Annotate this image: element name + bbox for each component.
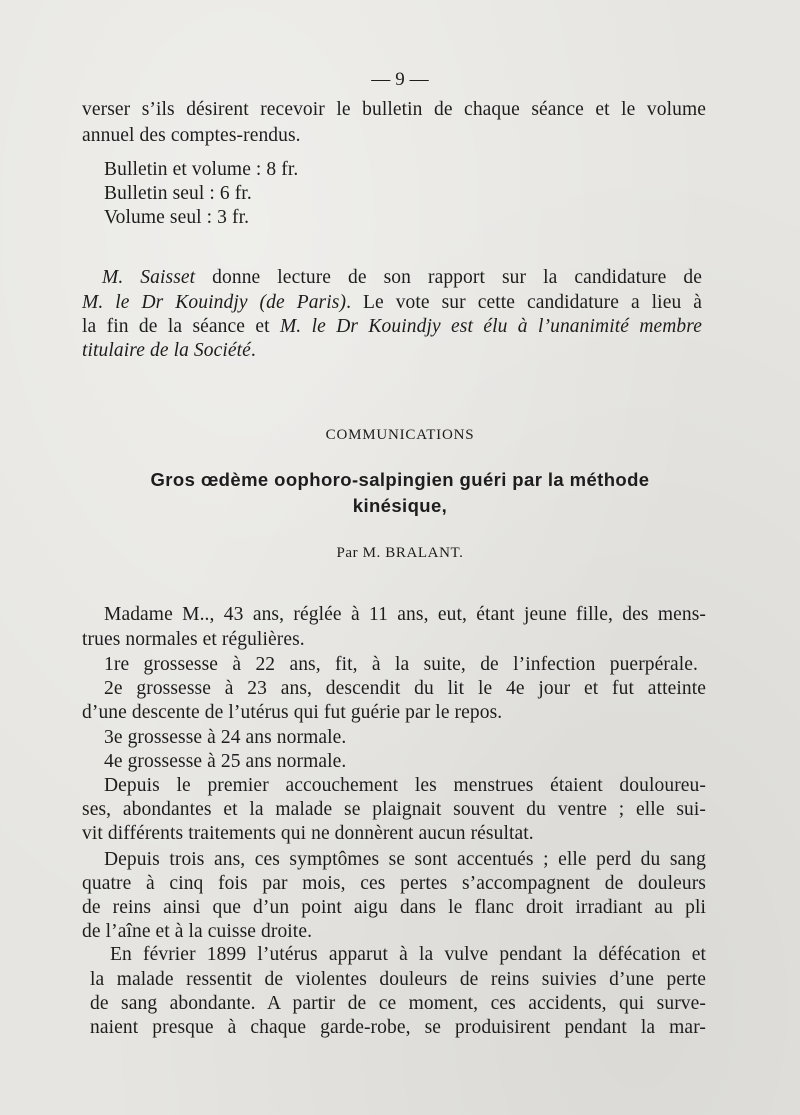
article-title-line-2: kinésique, bbox=[352, 495, 448, 516]
body-line-9: ses, abondantes et la malade se plaignait souvent du ventre ; elle sui- bbox=[82, 799, 706, 820]
body-line-1: Madame M.., 43 ans, réglée à 11 ans, eut, étant jeune fille, des mens- bbox=[104, 604, 706, 625]
candidature-line-2 bbox=[82, 291, 702, 315]
candidature-text-2: . Le vote sur cette candidature a lieu à bbox=[346, 292, 702, 313]
name-kouindjy: M. le Dr Kouindjy (de Paris) bbox=[82, 292, 347, 313]
body-line-7: 4e grossesse à 25 ans normale. bbox=[104, 751, 347, 772]
article-byline: Par M. BRALANT. bbox=[336, 545, 464, 561]
body-line-18: naient presque à chaque garde-robe, se produisirent pendant la mar- bbox=[90, 1017, 706, 1038]
body-line-6: 3e grossesse à 24 ans normale. bbox=[104, 727, 347, 748]
body-line-3: 1re grossesse à 22 ans, fit, à la suite, de l’infection puerpérale. bbox=[104, 654, 698, 675]
price-volume-only: Volume seul : 3 fr. bbox=[104, 207, 250, 228]
body-line-15: En février 1899 l’utérus apparut à la vulve pendant la défécation et bbox=[110, 944, 706, 965]
candidature-text-3: la fin de la séance et bbox=[82, 316, 280, 337]
candidature-line-1 bbox=[102, 266, 702, 290]
candidature-end: . bbox=[250, 340, 256, 361]
body-line-10: vit différents traitements qui ne donnèrent aucun résultat. bbox=[82, 823, 534, 844]
article-title-line-1: Gros œdème oophoro-salpingien guéri par la méthode bbox=[150, 469, 650, 490]
body-line-17: de sang abondante. A partir de ce moment, ces accidents, qui surve- bbox=[90, 993, 706, 1014]
subscription-line-1: verser s’ils désirent recevoir le bulletin de chaque séance et le volume bbox=[82, 99, 706, 120]
election-result: M. le Dr Kouindjy est élu à l’unanimité membre bbox=[279, 316, 703, 337]
body-line-11: Depuis trois ans, ces symptômes se sont accentués ; elle perd du sang bbox=[104, 849, 706, 870]
name-saisset: M. Saisset bbox=[102, 267, 196, 288]
subscription-line-2: annuel des comptes-rendus. bbox=[82, 125, 301, 146]
membership-title: titulaire de la Société bbox=[82, 340, 251, 361]
body-line-13: de reins ainsi que d’un point aigu dans le flanc droit irradiant au pli bbox=[82, 897, 706, 918]
body-line-14: de l’aîne et à la cuisse droite. bbox=[82, 921, 313, 942]
page-number: — 9 — bbox=[371, 69, 429, 90]
section-heading: COMMUNICATIONS bbox=[325, 427, 475, 443]
price-bulletin-only: Bulletin seul : 6 fr. bbox=[104, 183, 252, 204]
candidature-line-3 bbox=[82, 315, 702, 339]
candidature-line-4 bbox=[82, 339, 256, 363]
body-line-4: 2e grossesse à 23 ans, descendit du lit le 4e jour et fut atteinte bbox=[104, 678, 706, 699]
price-bulletin-volume: Bulletin et volume : 8 fr. bbox=[104, 159, 299, 180]
candidature-text-1: donne lecture de son rapport sur la candidature de bbox=[195, 267, 702, 288]
body-line-2: trues normales et régulières. bbox=[82, 629, 305, 650]
body-line-16: la malade ressentit de violentes douleurs de reins suivies d’une perte bbox=[90, 969, 706, 990]
body-line-5: d’une descente de l’utérus qui fut guérie par le repos. bbox=[82, 702, 503, 723]
body-line-12: quatre à cinq fois par mois, ces pertes s’accompagnent de douleurs bbox=[82, 873, 706, 894]
body-line-8: Depuis le premier accouchement les menstrues étaient douloureu- bbox=[104, 775, 706, 796]
